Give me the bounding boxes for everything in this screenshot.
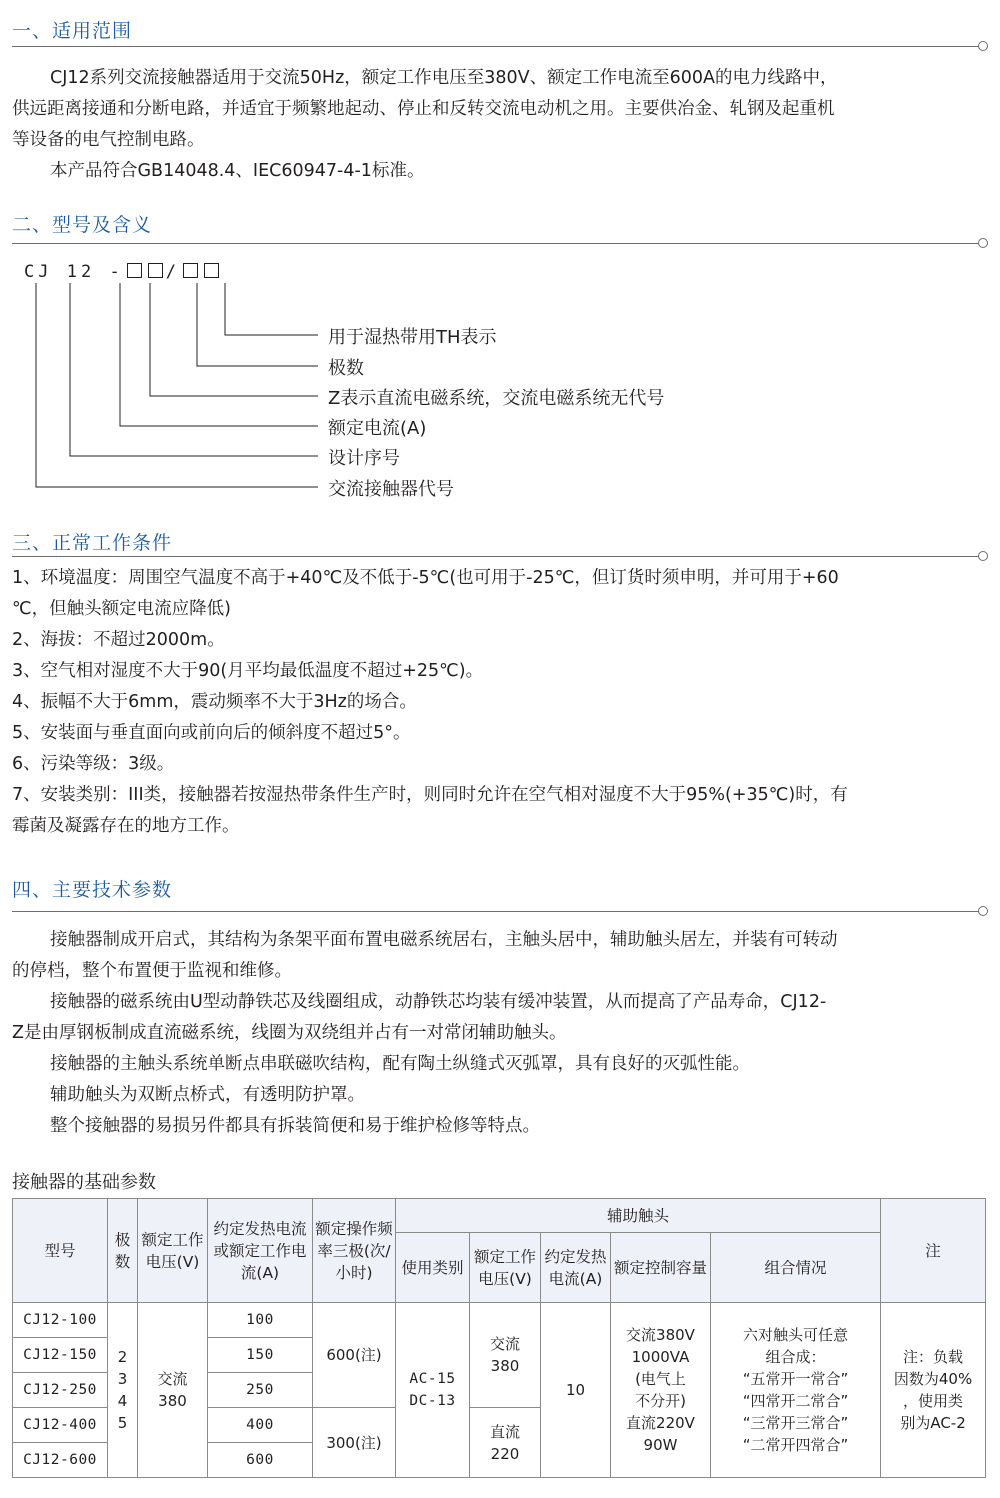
cell-aux-voltage <box>470 1303 541 1408</box>
cell-current: 100 <box>208 1303 313 1338</box>
header-aux-current: 约定发热电流(A) <box>541 1233 611 1303</box>
cell-text-line: DC-13 <box>409 1393 456 1409</box>
cell-aux-category <box>396 1303 470 1478</box>
params-paragraph <box>12 925 988 1142</box>
cell-model: CJ12-250 <box>13 1373 108 1408</box>
cell-poles <box>108 1303 138 1478</box>
header-aux-voltage: 额定工作电压(V) <box>470 1233 541 1303</box>
cell-aux-voltage <box>470 1408 541 1478</box>
text-line: Z是由厚钢板制成直流磁系统，线圈为双绕组并占有一对常闭辅助触头。 <box>12 1023 567 1043</box>
cell-text-line: 2 <box>117 1348 128 1366</box>
text-line: 接触器的磁系统由U型动静铁芯及线圈组成，动静铁芯均装有缓冲装置，从而提高了产品寿命，CJ12- <box>50 992 827 1012</box>
text-line: 等设备的电气控制电路。 <box>12 130 205 150</box>
cell-frequency: 600(注) <box>313 1303 396 1408</box>
cell-text-line: 交流380V <box>626 1326 695 1344</box>
condition-item: ℃，但触头额定电流应降低) <box>12 599 231 619</box>
tree-label-magnet: Z表示直流电磁系统，交流电磁系统无代号 <box>328 388 665 409</box>
spec-table <box>12 1198 986 1478</box>
condition-item: 3、空气相对湿度不大于90(月平均最低温度不超过+25℃)。 <box>12 661 484 681</box>
cell-aux-capacity <box>611 1303 711 1478</box>
text-line: 本产品符合GB14048.4、IEC60947-4-1标准。 <box>50 161 425 181</box>
cell-text-line: 5 <box>117 1414 128 1432</box>
header-note: 注 <box>881 1199 986 1303</box>
text-line: 接触器制成开启式，其结构为条架平面布置电磁系统居右，主触头居中，辅助触头居左，并装有可转动 <box>50 930 838 950</box>
text-line: 接触器的主触头系统单断点串联磁吹结构，配有陶土纵缝式灭弧罩，具有良好的灭弧性能。 <box>50 1054 750 1074</box>
cell-text-line: ，使用类 <box>903 1392 964 1410</box>
tree-label-series: 设计序号 <box>328 448 400 469</box>
condition-item: 2、海拔：不超过2000m。 <box>12 630 225 650</box>
condition-item: 5、安装面与垂直面向或前向后的倾斜度不超过5°。 <box>12 723 411 743</box>
cell-text-line: 交流 <box>157 1370 188 1388</box>
cell-model: CJ12-150 <box>13 1338 108 1373</box>
section-title-model: 二、型号及含义 <box>12 214 153 236</box>
cell-text-line: 4 <box>117 1392 128 1410</box>
header-voltage: 额定工作电压(V) <box>138 1199 208 1303</box>
cell-text-line: 因数为40% <box>893 1370 973 1388</box>
cell-aux-current: 10 <box>541 1303 611 1478</box>
cell-voltage <box>138 1303 208 1478</box>
cell-text-line: AC-15 <box>409 1371 456 1387</box>
header-current: 约定发热电流或额定工作电流(A) <box>208 1199 313 1303</box>
cell-text-line: 直流 <box>489 1422 520 1441</box>
code-dash: - <box>109 262 124 282</box>
condition-item: 6、污染等级：3级。 <box>12 754 175 774</box>
cell-current: 150 <box>208 1338 313 1373</box>
cell-text-line: 3 <box>117 1370 128 1388</box>
section-divider <box>12 556 982 557</box>
cell-text-line: 1000VA <box>631 1348 690 1366</box>
tree-label-poles: 极数 <box>328 358 364 379</box>
cell-text-line: 组合成： <box>765 1348 826 1366</box>
code-slash: / <box>165 262 180 282</box>
text-line: 的停档，整个布置便于监视和维修。 <box>12 961 292 981</box>
cell-text-line: 交流 <box>489 1335 520 1353</box>
condition-item: 4、振幅不大于6mm，震动频率不大于3Hz的场合。 <box>12 692 417 712</box>
header-aux-capacity: 额定控制容量 <box>611 1233 711 1303</box>
code-number: 12 <box>66 262 96 282</box>
header-aux-category: 使用类别 <box>396 1233 470 1303</box>
model-tree-lines <box>0 0 1000 500</box>
section-title-scope: 一、适用范围 <box>12 20 133 42</box>
cell-text-line: “三常开三常合” <box>742 1414 849 1432</box>
condition-item: 7、安装类别：III类，接触器若按湿热带条件生产时，则同时允许在空气相对湿度不大于95%(+35℃)时，有 <box>12 785 848 805</box>
section-title-params: 四、主要技术参数 <box>12 879 173 901</box>
text-line: 整个接触器的易损另件都具有拆装简便和易于维护检修等特点。 <box>50 1116 540 1136</box>
cell-model: CJ12-100 <box>13 1303 108 1338</box>
table-header-row <box>13 1199 986 1233</box>
header-aux-combo: 组合情况 <box>711 1233 881 1303</box>
tree-label-th: 用于湿热带用TH表示 <box>328 327 497 348</box>
cell-text-line: 220 <box>490 1444 520 1463</box>
cell-text-line: 90W <box>643 1436 678 1454</box>
text-line: 辅助触头为双断点桥式，有透明防护罩。 <box>50 1085 365 1105</box>
conditions-list <box>12 563 988 842</box>
table-row <box>13 1303 986 1338</box>
section-title-conditions: 三、正常工作条件 <box>12 532 173 554</box>
header-model: 型号 <box>13 1199 108 1303</box>
cell-text-line: 别为AC-2 <box>900 1414 966 1432</box>
cell-text-line: 380 <box>490 1357 520 1375</box>
cell-current: 250 <box>208 1373 313 1408</box>
cell-text-line: 直流220V <box>626 1414 695 1432</box>
cell-text-line: 不分开) <box>635 1392 686 1410</box>
cell-frequency: 300(注) <box>313 1408 396 1478</box>
header-frequency: 额定操作频率三极(次/小时) <box>313 1199 396 1303</box>
code-prefix: CJ <box>24 262 53 282</box>
header-aux: 辅助触头 <box>396 1199 881 1233</box>
cell-text-line: 六对触头可任意 <box>743 1326 849 1344</box>
cell-note <box>881 1303 986 1478</box>
header-poles: 极数 <box>108 1199 138 1303</box>
cell-aux-combo <box>711 1303 881 1478</box>
cell-text-line: “二常开四常合” <box>742 1436 849 1454</box>
cell-text-line: “四常开二常合” <box>742 1392 849 1410</box>
cell-current: 400 <box>208 1408 313 1443</box>
tree-label-current: 额定电流(A) <box>328 418 427 439</box>
cell-current: 600 <box>208 1443 313 1478</box>
text-line: 供远距离接通和分断电路，并适宜于频繁地起动、停止和反转交流电动机之用。主要供冶金、轧钢及起重机 <box>12 99 835 119</box>
condition-item: 1、环境温度：周围空气温度不高于+40℃及不低于-5℃(也可用于-25℃，但订货时须申明，并可用于+60 <box>12 568 839 588</box>
cell-model: CJ12-600 <box>13 1443 108 1478</box>
cell-text-line: 注：负载 <box>903 1348 964 1366</box>
cell-model: CJ12-400 <box>13 1408 108 1443</box>
section-divider <box>12 911 982 912</box>
condition-item: 霉菌及凝露存在的地方工作。 <box>12 816 240 836</box>
tree-label-contactor: 交流接触器代号 <box>328 479 454 500</box>
cell-text-line: 380 <box>158 1392 187 1410</box>
cell-text-line: “五常开一常合” <box>742 1370 849 1388</box>
cell-text-line: (电气上 <box>635 1370 686 1388</box>
table-title: 接触器的基础参数 <box>12 1172 156 1193</box>
text-line: CJ12系列交流接触器适用于交流50Hz，额定工作电压至380V、额定工作电流至600A的电力线路中， <box>50 68 838 88</box>
